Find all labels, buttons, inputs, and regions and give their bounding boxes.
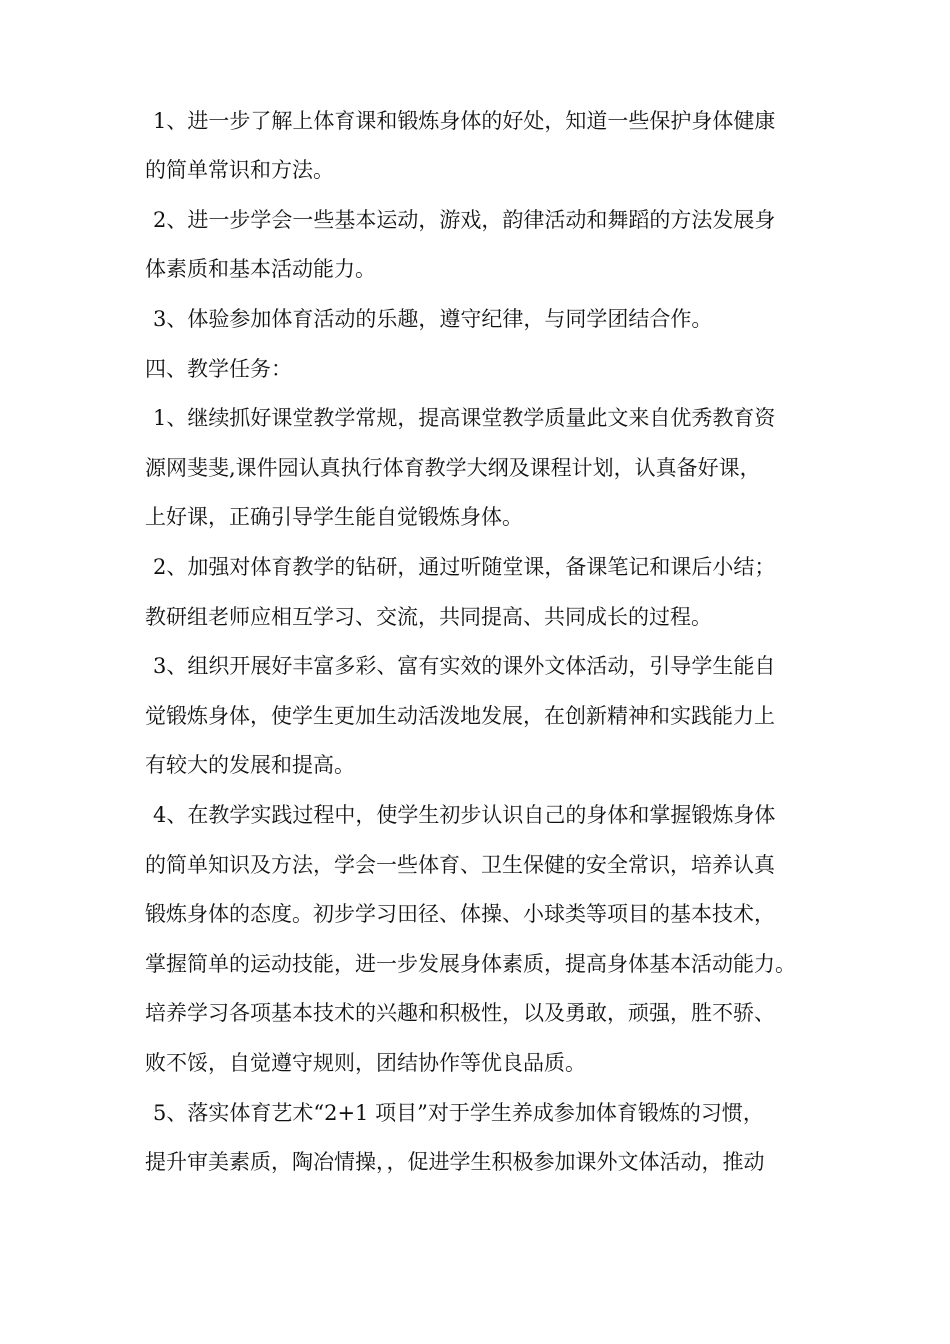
text-line: 掌握简单的运动技能，进一步发展身体素质，提高身体基本活动能力。 [145, 952, 796, 976]
text-line: 觉锻炼身体，使学生更加生动活泼地发展，在创新精神和实践能力上 [145, 704, 775, 728]
text-line: 体素质和基本活动能力。 [145, 257, 376, 281]
text-line: 败不馁，自觉遵守规则，团结协作等优良品质。 [145, 1051, 586, 1075]
text-line: 上好课，正确引导学生能自觉锻炼身体。 [145, 505, 523, 529]
section-heading: 四、教学任务： [145, 357, 292, 381]
text-line: 培养学习各项基本技术的兴趣和积极性，以及勇敢，顽强，胜不骄、 [145, 1001, 775, 1025]
text-line: 1、进一步了解上体育课和锻炼身体的好处，知道一些保护身体健康 [153, 109, 776, 133]
text-line: 5、落实体育艺术“2+1 项目”对于学生养成参加体育锻炼的习惯， [153, 1101, 764, 1125]
text-line: 3、体验参加体育活动的乐趣，遵守纪律，与同学团结合作。 [153, 307, 713, 331]
text-line: 教研组老师应相互学习、交流，共同提高、共同成长的过程。 [145, 605, 712, 629]
text-line: 3、组织开展好丰富多彩、富有实效的课外文体活动，引导学生能自 [153, 654, 776, 678]
text-line: 有较大的发展和提高。 [145, 753, 355, 777]
text-line: 4、在教学实践过程中，使学生初步认识自己的身体和掌握锻炼身体 [153, 803, 776, 827]
text-line: 源网斐斐,课件园认真执行体育教学大纲及课程计划，认真备好课， [145, 456, 761, 480]
text-line: 的简单常识和方法。 [145, 158, 334, 182]
text-line: 2、加强对体育教学的钻研，通过听随堂课，备课笔记和课后小结； [153, 555, 776, 579]
text-line: 锻炼身体的态度。初步学习田径、体操、小球类等项目的基本技术， [145, 902, 775, 926]
text-line: 提升审美素质，陶冶情操，，促进学生积极参加课外文体活动，推动 [145, 1150, 765, 1174]
text-line: 2、进一步学会一些基本运动，游戏，韵律活动和舞蹈的方法发展身 [153, 208, 776, 232]
text-line: 1、继续抓好课堂教学常规，提高课堂教学质量此文来自优秀教育资 [153, 406, 776, 430]
text-line: 的简单知识及方法，学会一些体育、卫生保健的安全常识，培养认真 [145, 853, 775, 877]
